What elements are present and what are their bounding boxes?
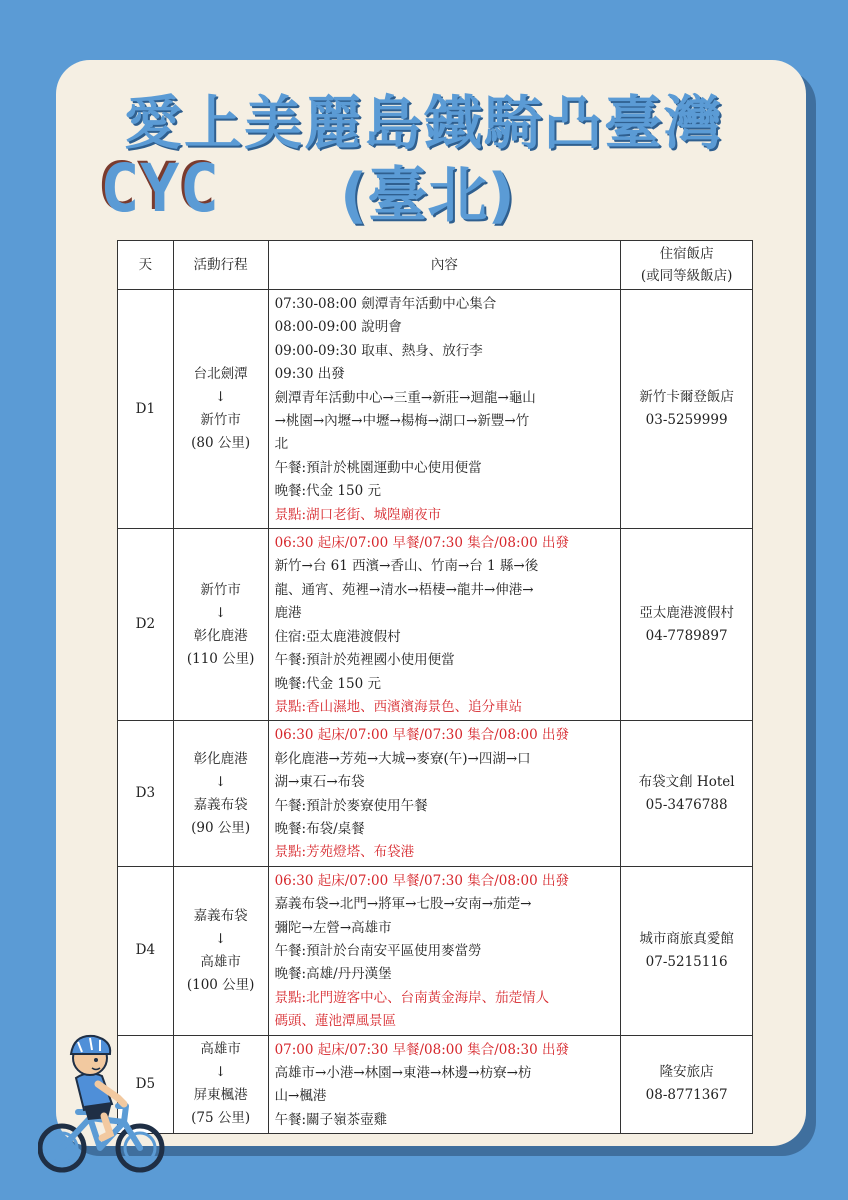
content-line: 午餐:預計於台南安平區使用麥當勞: [274, 942, 482, 959]
content-line: →桃園→內壢→中壢→楊梅→湖口→新豐→竹: [274, 413, 530, 430]
content-line: 晚餐:代金 150 元: [274, 675, 381, 692]
itinerary-table: [117, 240, 753, 1134]
route-from: 彰化鹿港: [193, 750, 248, 767]
title-city: (臺北): [340, 161, 515, 231]
route-cell: [173, 721, 268, 866]
route-distance: (75 公里): [191, 1110, 251, 1127]
day-cell: D5: [118, 1035, 174, 1134]
table-row: [118, 866, 753, 1035]
content-line: 09:00-09:30 取車、熱身、放行李: [274, 342, 483, 359]
content-line: 嘉義布袋→北門→將軍→七股→安南→茄萣→: [274, 896, 532, 913]
content-line: 晚餐:代金 150 元: [274, 483, 381, 500]
header-content: 內容: [268, 241, 621, 290]
hotel-cell: [621, 290, 753, 529]
route-distance: (100 公里): [186, 976, 255, 993]
hotel-name: 亞太鹿港渡假村: [639, 604, 734, 621]
schedule-line: 06:30 起床/07:00 早餐/07:30 集合/08:00 出發: [274, 727, 569, 744]
cyclist-illustration-icon: [38, 1030, 168, 1180]
route-from: 新竹市: [200, 581, 241, 598]
content-cell: [268, 1035, 621, 1134]
table-row: [118, 290, 753, 529]
hotel-phone: 05-3476788: [645, 796, 728, 813]
attractions-line: 景點:北門遊客中心、台南黃金海岸、茄萣情人: [274, 989, 550, 1006]
hotel-cell: [621, 721, 753, 866]
content-line: 劍潭青年活動中心→三重→新莊→迴龍→龜山: [274, 389, 536, 406]
day-cell: D3: [118, 721, 174, 866]
attractions-line: 景點:香山濕地、西濱濱海景色、追分車站: [274, 698, 523, 715]
arrow-down-icon: ↓: [215, 389, 227, 406]
hotel-cell: [621, 866, 753, 1035]
content-line: 北: [274, 436, 289, 453]
route-distance: (90 公里): [191, 819, 251, 836]
attractions-line: 景點:芳苑燈塔、布袋港: [274, 844, 415, 861]
hotel-phone: 08-8771367: [645, 1087, 728, 1104]
arrow-down-icon: ↓: [215, 930, 227, 947]
content-cell: [268, 721, 621, 866]
content-cell: [268, 290, 621, 529]
hotel-cell: [621, 529, 753, 721]
attractions-line: 景點:湖口老街、城隍廟夜市: [274, 506, 442, 523]
route-to: 屏東楓港: [193, 1087, 248, 1104]
route-cell: [173, 290, 268, 529]
content-line: 午餐:預計於苑裡國小使用便當: [274, 652, 455, 669]
content-line: 鹿港: [274, 605, 302, 622]
header-hotel-line2: (或同等級飯店): [640, 268, 733, 284]
day-cell: D1: [118, 290, 174, 529]
content-line: 午餐:預計於桃園運動中心使用便當: [274, 459, 482, 476]
content-line: 彌陀→左營→高雄市: [274, 919, 392, 936]
hotel-phone: 07-5215116: [645, 953, 728, 970]
hotel-name: 隆安旅店: [659, 1064, 714, 1081]
arrow-down-icon: ↓: [215, 604, 227, 621]
route-to: 彰化鹿港: [193, 627, 248, 644]
route-cell: [173, 1035, 268, 1134]
content-cell: [268, 866, 621, 1035]
hotel-name: 城市商旅真愛館: [639, 930, 734, 947]
route-from: 嘉義布袋: [193, 907, 248, 924]
content-line: 山→楓港: [274, 1088, 327, 1105]
content-line: 09:30 出發: [274, 366, 345, 383]
content-line: 晚餐:布袋/桌餐: [274, 820, 365, 837]
content-line: 午餐:預計於麥寮使用午餐: [274, 797, 428, 814]
header-route: 活動行程: [173, 241, 268, 290]
header-hotel-line1: 住宿飯店: [659, 246, 714, 262]
header-day: 天: [118, 241, 174, 290]
route-from: 台北劍潭: [193, 366, 248, 383]
table-row: [118, 529, 753, 721]
table-row: [118, 1035, 753, 1134]
hotel-name: 布袋文創 Hotel: [638, 773, 735, 790]
title-cyc: CYC: [100, 150, 220, 227]
hotel-phone: 04-7789897: [645, 627, 728, 644]
content-line: 彰化鹿港→芳苑→大城→麥寮(午)→四湖→口: [274, 750, 531, 767]
content-line: 晚餐:高雄/丹丹漢堡: [274, 966, 392, 983]
content-line: 08:00-09:00 說明會: [274, 319, 402, 336]
content-line: 湖→東石→布袋: [274, 774, 365, 791]
table-row: [118, 721, 753, 866]
hotel-name: 新竹卡爾登飯店: [639, 389, 734, 406]
schedule-line: 06:30 起床/07:00 早餐/07:30 集合/08:00 出發: [274, 872, 569, 889]
attractions-line: 碼頭、蓮池潭風景區: [274, 1013, 397, 1030]
arrow-down-icon: ↓: [215, 1064, 227, 1081]
content-cell: [268, 529, 621, 721]
poster-title: 愛上美麗島鐵騎凸臺灣: [123, 89, 724, 157]
content-line: 住宿:亞太鹿港渡假村: [274, 628, 401, 645]
route-to: 高雄市: [200, 953, 241, 970]
route-cell: [173, 529, 268, 721]
content-line: 龍、通宵、苑裡→清水→梧棲→龍井→伸港→: [274, 581, 534, 598]
route-distance: (110 公里): [186, 650, 255, 667]
schedule-line: 07:00 起床/07:30 早餐/08:00 集合/08:30 出發: [274, 1041, 569, 1058]
hotel-cell: [621, 1035, 753, 1134]
route-distance: (80 公里): [191, 435, 251, 452]
route-from: 高雄市: [200, 1041, 241, 1058]
content-line: 高雄市→小港→林園→東港→林邊→枋寮→枋: [274, 1065, 532, 1081]
header-hotel: [621, 241, 753, 290]
schedule-line: 06:30 起床/07:00 早餐/07:30 集合/08:00 出發: [274, 535, 569, 552]
arrow-down-icon: ↓: [215, 773, 227, 790]
hotel-phone: 03-5259999: [645, 412, 728, 429]
content-line: 午餐:關子嶺茶壺雞: [274, 1111, 388, 1128]
content-line: 新竹→台 61 西濱→香山、竹南→台 1 縣→後: [274, 558, 539, 575]
day-cell: D2: [118, 529, 174, 721]
content-line: 07:30-08:00 劍潭青年活動中心集合: [274, 296, 497, 312]
table-header-row: [118, 241, 753, 290]
route-to: 新竹市: [200, 412, 241, 429]
day-cell: D4: [118, 866, 174, 1035]
route-cell: [173, 866, 268, 1035]
route-to: 嘉義布袋: [193, 796, 248, 813]
